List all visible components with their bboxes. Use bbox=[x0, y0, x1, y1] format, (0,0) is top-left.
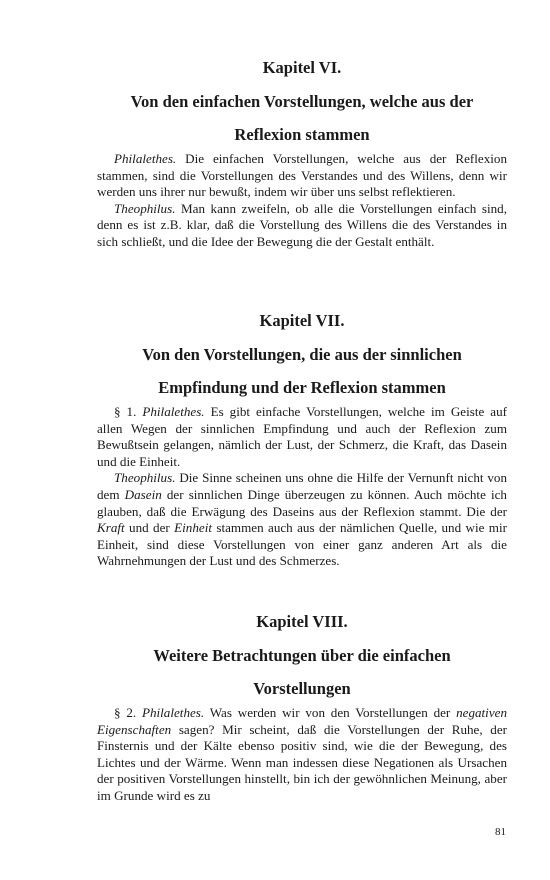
chapter-6-body bbox=[97, 151, 507, 251]
paragraph bbox=[97, 404, 507, 470]
paragraph bbox=[97, 201, 507, 251]
paragraph: Theophilus. Die Sinne scheinen uns ohne die Hilfe der Vernunft nicht von dem Dasein der sinnlichen Dinge überzeugen zu können. Auch möchte ich glauben, daß die Erwägung des Daseins aus der Reflexion stammt. Die der Kraft und der Einheit stammen auch aus der nämlichen Quelle, und wie mir Einheit, sind diese Vorstellungen von einer ganz anderen Art als die Wahrnehmungen der Lust und des Schmerzes. bbox=[97, 470, 507, 569]
paragraph bbox=[97, 151, 507, 201]
paragraph-text: Es gibt einfache Vorstellungen, welche im Geiste auf allen Wegen der sinnlichen Empfindung und auch der Reflexion zum Bewußtsein gelangen, nämlich der Lust, der Schmerz, die Kraft, das Dasein und die Einheit. bbox=[97, 404, 507, 469]
section-marker: § 2. bbox=[114, 705, 142, 720]
section-marker: § 1. bbox=[114, 404, 143, 419]
chapter-8-title-line1: Weitere Betrachtungen über die einfachen bbox=[153, 646, 451, 665]
chapter-8-body bbox=[97, 705, 507, 805]
emphasis: Kraft bbox=[97, 520, 125, 536]
chapter-6-title-line2: Reflexion stammen bbox=[234, 125, 370, 144]
speaker-label: Philalethes. bbox=[141, 705, 205, 720]
speaker-label: Theophilus. bbox=[114, 200, 176, 216]
emphasis: negativen Eigenschaften bbox=[97, 705, 507, 737]
chapter-7-body bbox=[97, 404, 507, 570]
emphasis: Einheit bbox=[174, 520, 212, 536]
page-number: 81 bbox=[495, 826, 506, 838]
chapter-7-title-line1: Von den Vorstellungen, die aus der sinnlichen bbox=[142, 345, 462, 364]
chapter-6-title-line1: Von den einfachen Vorstellungen, welche aus der bbox=[130, 92, 474, 111]
chapter-7-title-line2: Empfindung und der Reflexion stammen bbox=[158, 378, 446, 397]
paragraph: § 2. Philalethes. Was werden wir von den Vorstellungen der negativen Eigenschaften sagen? Mir scheint, daß die Vorstellungen der Ruhe, der Finsternis und der Kälte ebenso positiv sind, wie die der Bewegung, des Lichtes und der Wärme. Wenn man indessen diese Negationen als Ursachen der positiven Vorstellungen hinstellt, bin ich der gewöhnlichen Meinung, aber im Grunde wird es zu bbox=[97, 705, 507, 803]
speaker-label: Philalethes. bbox=[142, 404, 205, 419]
chapter-8-number: Kapitel VIII. bbox=[256, 612, 348, 631]
emphasis: Dasein bbox=[124, 486, 162, 502]
paragraph-text: Man kann zweifeln, ob alle die Vorstellungen einfach sind, denn es ist z.B. klar, daß die Vorstellung des Willens die des Verstandes in sich schließt, und die Idee der Bewegung die der Gestalt enthält. bbox=[97, 200, 507, 249]
speaker-label: Theophilus. bbox=[114, 470, 176, 486]
speaker-label: Philalethes. bbox=[114, 151, 177, 166]
chapter-6-number: Kapitel VI. bbox=[262, 58, 342, 77]
chapter-8-title-line2: Vorstellungen bbox=[253, 679, 351, 698]
paragraph-text: Die einfachen Vorstellungen, welche aus der Reflexion stammen, sind die Vorstellungen des Verstandes und des Willens, denn wir werden uns ihrer nur bewußt, indem wir über uns selbst reflektieren. bbox=[97, 151, 507, 200]
chapter-7-number: Kapitel VII. bbox=[259, 311, 345, 330]
